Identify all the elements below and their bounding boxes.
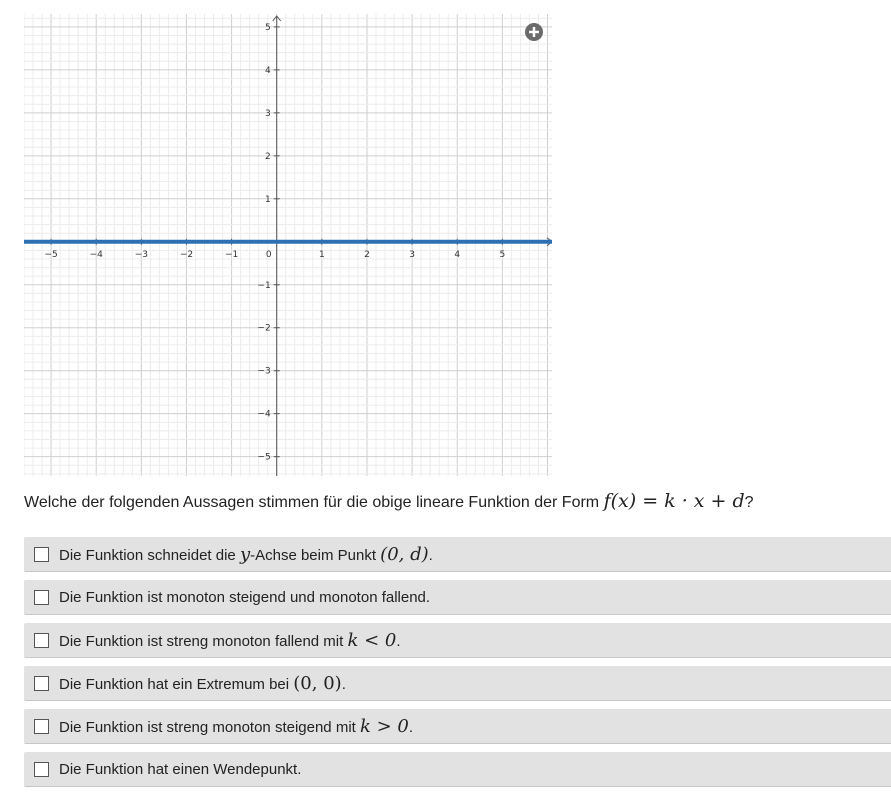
x-tick-label: 5 xyxy=(499,249,506,260)
x-tick-label: 4 xyxy=(454,249,461,260)
y-tick-label: −5 xyxy=(257,452,271,463)
x-tick-label: −1 xyxy=(224,249,239,260)
function-graph[interactable] xyxy=(24,14,552,476)
option-6-checkbox[interactable] xyxy=(34,762,49,777)
x-tick-label: 0 xyxy=(265,249,272,260)
question-suffix: ? xyxy=(744,494,754,511)
answer-options xyxy=(24,537,891,795)
option-3[interactable] xyxy=(24,623,891,658)
option-4-checkbox[interactable] xyxy=(34,676,49,691)
option-6-label: Die Funktion hat einen Wendepunkt. xyxy=(59,760,302,778)
option-5-label: Die Funktion ist streng monoton steigend mit k > 0. xyxy=(59,715,414,737)
y-tick-label: −4 xyxy=(257,409,271,420)
x-tick-label: −2 xyxy=(179,249,194,260)
x-tick-label: 1 xyxy=(318,249,325,260)
option-4[interactable] xyxy=(24,666,891,701)
graph-canvas[interactable] xyxy=(24,14,552,476)
option-2[interactable] xyxy=(24,580,891,615)
x-tick-label: −4 xyxy=(89,249,103,260)
question-prefix: Welche der folgenden Aussagen stimmen für die obige lineare Funktion der Form xyxy=(24,494,604,511)
y-tick-label: 1 xyxy=(264,194,271,205)
y-tick-label: −3 xyxy=(257,366,271,377)
question-text xyxy=(24,490,754,512)
x-tick-label: 2 xyxy=(364,249,370,260)
option-5[interactable] xyxy=(24,709,891,744)
x-tick-label: −5 xyxy=(44,249,58,260)
option-3-checkbox[interactable] xyxy=(34,633,49,648)
y-tick-label: 5 xyxy=(264,22,271,33)
x-tick-label: −3 xyxy=(134,249,148,260)
option-3-label: Die Funktion ist streng monoton fallend mit k < 0. xyxy=(59,629,401,651)
plus-circle-icon[interactable] xyxy=(525,23,543,41)
x-tick-label: 3 xyxy=(409,249,415,260)
question-formula: f(x) = k · x + d xyxy=(603,490,745,512)
y-tick-label: 3 xyxy=(264,108,271,119)
option-2-checkbox[interactable] xyxy=(34,590,49,605)
y-tick-label: 2 xyxy=(264,151,271,162)
y-tick-label: 4 xyxy=(264,65,271,76)
option-5-checkbox[interactable] xyxy=(34,719,49,734)
option-2-label: Die Funktion ist monoton steigend und monoton fallend. xyxy=(59,588,431,606)
option-1-checkbox[interactable] xyxy=(34,547,49,562)
y-tick-label: −2 xyxy=(257,323,271,334)
option-1-label: Die Funktion schneidet die y-Achse beim Punkt (0, d). xyxy=(59,543,433,565)
y-tick-label: −1 xyxy=(257,280,271,291)
option-1[interactable] xyxy=(24,537,891,572)
option-4-label: Die Funktion hat ein Extremum bei (0, 0). xyxy=(59,672,346,694)
